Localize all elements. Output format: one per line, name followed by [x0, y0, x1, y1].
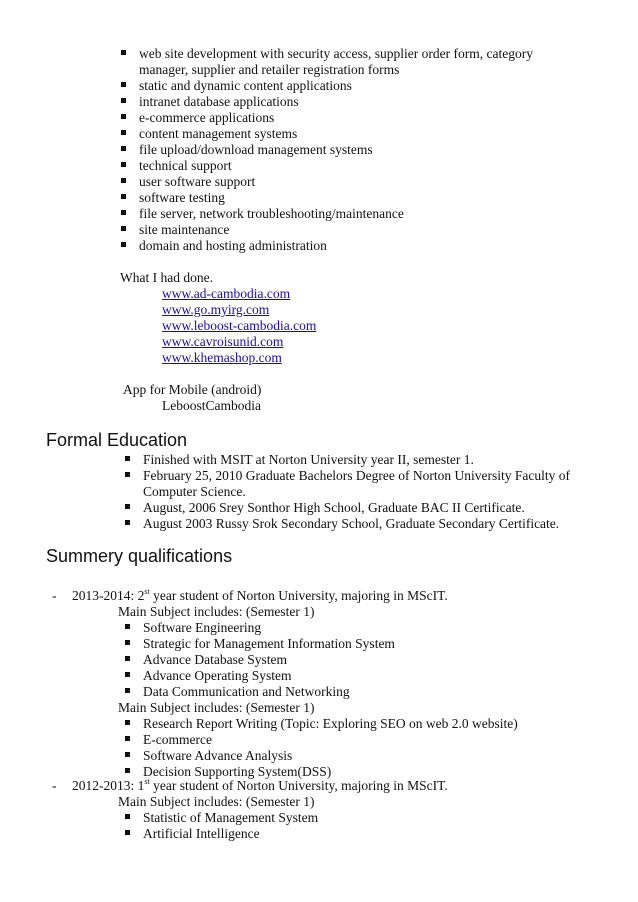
bullet-icon — [125, 624, 130, 629]
qualification-years: 2013-2014: 2 — [72, 588, 145, 603]
qualification-description: year student of Norton University, majoring in MScIT. — [149, 778, 448, 793]
subject-item: E-commerce — [143, 732, 212, 747]
bullet-icon — [121, 226, 126, 231]
bullet-icon — [125, 672, 130, 677]
bullet-icon — [125, 752, 130, 757]
list-item: content management systems — [139, 126, 298, 141]
list-item: web site development with security access, supplier order form, category — [139, 46, 533, 61]
portfolio-link[interactable]: www.khemashop.com — [162, 350, 282, 365]
qualification-entry — [72, 588, 448, 604]
ordinal-suffix: st — [144, 586, 150, 596]
subject-group-label: Main Subject includes: (Semester 1) — [118, 700, 315, 715]
subject-item: Research Report Writing (Topic: Exploring SEO on web 2.0 website) — [143, 716, 518, 731]
bullet-icon — [125, 456, 130, 461]
bullet-icon — [121, 98, 126, 103]
bullet-icon — [121, 178, 126, 183]
bullet-icon — [121, 162, 126, 167]
list-item: software testing — [139, 190, 225, 205]
dash-marker: - — [52, 778, 57, 793]
bullet-icon — [125, 472, 130, 477]
list-item: domain and hosting administration — [139, 238, 327, 253]
list-item: static and dynamic content applications — [139, 78, 352, 93]
list-item: e-commerce applications — [139, 110, 275, 125]
bullet-icon — [121, 130, 126, 135]
bullet-icon — [125, 720, 130, 725]
list-item: site maintenance — [139, 222, 230, 237]
subject-item: Software Engineering — [143, 620, 262, 635]
bullet-icon — [121, 210, 126, 215]
bullet-icon — [125, 768, 130, 773]
section-heading: Summery qualifications — [46, 546, 233, 566]
list-item-continuation: Computer Science. — [143, 484, 246, 499]
subject-group-label: Main Subject includes: (Semester 1) — [118, 604, 315, 619]
portfolio-link[interactable]: www.ad-cambodia.com — [162, 286, 291, 301]
bullet-icon — [121, 194, 126, 199]
list-item: technical support — [139, 158, 232, 173]
portfolio-link[interactable]: www.go.myirg.com — [162, 302, 270, 317]
subject-item: Strategic for Management Information System — [143, 636, 395, 651]
list-item: August, 2006 Srey Sonthor High School, Graduate BAC II Certificate. — [143, 500, 525, 515]
bullet-icon — [125, 520, 130, 525]
list-item-continuation: manager, supplier and retailer registration forms — [139, 62, 400, 77]
mobile-app-name: LeboostCambodia — [162, 398, 261, 413]
portfolio-label: What I had done. — [120, 270, 213, 285]
qualification-years: 2012-2013: 1 — [72, 778, 145, 793]
bullet-icon — [125, 688, 130, 693]
qualification-description: year student of Norton University, majoring in MScIT. — [149, 588, 448, 603]
list-item: file upload/download management systems — [139, 142, 373, 157]
bullet-icon — [125, 656, 130, 661]
bullet-icon — [121, 82, 126, 87]
list-item: user software support — [139, 174, 256, 189]
list-item: February 25, 2010 Graduate Bachelors Degree of Norton University Faculty of — [143, 468, 571, 483]
bullet-icon — [121, 242, 126, 247]
bullet-icon — [125, 830, 130, 835]
list-item: Finished with MSIT at Norton University year II, semester 1. — [143, 452, 474, 467]
dash-marker: - — [52, 588, 57, 603]
list-item: intranet database applications — [139, 94, 299, 109]
ordinal-suffix: st — [144, 776, 150, 786]
qualification-entry — [72, 778, 448, 794]
subject-item: Software Advance Analysis — [143, 748, 293, 763]
subject-item: Decision Supporting System(DSS) — [143, 764, 332, 779]
bullet-icon — [125, 504, 130, 509]
bullet-icon — [121, 50, 126, 55]
bullet-icon — [121, 146, 126, 151]
bullet-icon — [121, 114, 126, 119]
list-item: August 2003 Russy Srok Secondary School, Graduate Secondary Certificate. — [143, 516, 560, 531]
mobile-app-label: App for Mobile (android) — [123, 382, 262, 397]
subject-group-label: Main Subject includes: (Semester 1) — [118, 794, 315, 809]
subject-item: Statistic of Management System — [143, 810, 319, 825]
subject-item: Data Communication and Networking — [143, 684, 350, 699]
bullet-icon — [125, 736, 130, 741]
subject-item: Advance Operating System — [143, 668, 292, 683]
bullet-icon — [125, 640, 130, 645]
bullet-icon — [125, 814, 130, 819]
portfolio-link[interactable]: www.leboost-cambodia.com — [162, 318, 317, 333]
subject-item: Artificial Intelligence — [143, 826, 260, 841]
section-heading: Formal Education — [46, 430, 188, 450]
list-item: file server, network troubleshooting/maintenance — [139, 206, 404, 221]
portfolio-link[interactable]: www.cavroisunid.com — [162, 334, 284, 349]
subject-item: Advance Database System — [143, 652, 287, 667]
